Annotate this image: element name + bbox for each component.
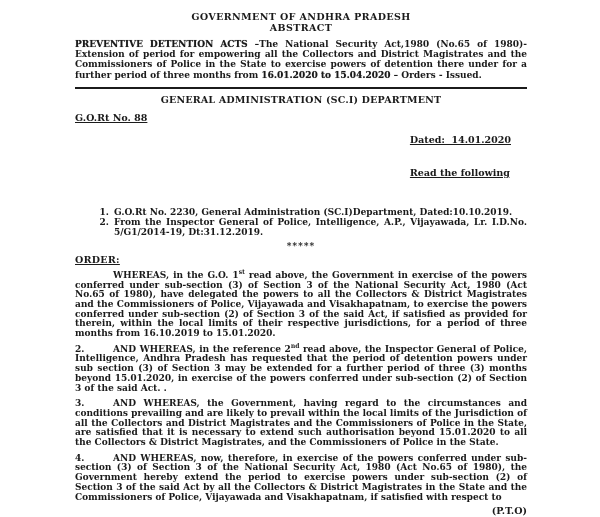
pto-note: (P.T.O): [491, 506, 527, 517]
order-heading: ORDER:: [75, 254, 120, 266]
reference-item: 2. From the Inspector General of Police, Intelligence, A.P., Vijayawada, Lr. I.D.No. 5/G1/2014-19, Dt:31.12.2019.: [112, 218, 527, 238]
paragraph-text: WHEREAS, in the G.O. 1: [113, 270, 239, 281]
paragraph-number: 3.: [75, 399, 85, 410]
paragraph-text: AND WHEREAS, now, therefore, in exercise of the powers conferred under sub-section (3) of Section 3 of the National Security Act, 1980 (Act No.65 of 1980), the Government hereby extend the period to exercise powers under sub-section (2) of Section 3 of the said Act by all the Collectors & District Magistrates in the State and the Commissioners of Police, Vijayawada and Visakhapatnam, if satisfied with respect to: [75, 453, 527, 503]
order-paragraph-2: [75, 342, 527, 395]
order-paragraph-3: [75, 400, 527, 449]
reference-list: [75, 208, 527, 238]
dated-label: Dated: 14.01.2020: [409, 134, 511, 146]
abstract-paragraph: [75, 40, 527, 81]
order-paragraph-4: [75, 455, 527, 504]
paragraph-text: read above, the Inspector General of Police, Intelligence, Andhra Pradesh has requested that the period of detention powers under sub section (3) of Section 3 may be extended for a further period of three (3) months beyond 15.01.2020, in exercise of the powers conferred under sub-section (2) of Section 3 of the said Act. .: [75, 344, 527, 394]
abstract-subject: PREVENTIVE DETENTION ACTS: [75, 40, 248, 50]
read-the-following-label: Read the following: [409, 167, 510, 179]
separator-stars: *****: [286, 241, 316, 252]
order-meta-row: [75, 113, 527, 201]
paragraph-number: 2.: [75, 344, 85, 355]
order-paragraph-1: [75, 268, 527, 340]
paragraph-number: 4.: [75, 453, 85, 464]
dated-block: [410, 113, 511, 201]
document-subtitle: ABSTRACT: [269, 23, 333, 34]
paragraph-text: AND WHEREAS, the Government, having regard to the circumstances and conditions prevailing and are likely to prevail within the local limits of the Jurisdiction of all the Collectors and District Magistrates and the Commissioners of Police in the State, are satisfied that it is necessary to extend such authorisation beyond 15.01.2020 to all the Collectors & District Magistrates, and the Commissioners of Police in the State.: [75, 399, 527, 449]
paragraph-text: AND WHEREAS, in the reference 2: [113, 344, 291, 355]
divider-rule: [75, 87, 527, 89]
reference-item: 1. G.O.Rt No. 2230, General Administration (SC.I)Department, Dated:10.10.2019.: [112, 208, 527, 218]
go-number: G.O.Rt No. 88: [75, 112, 148, 124]
abstract-date-range: 16.01.2020 to 15.04.2020: [261, 70, 391, 81]
ordinal-superscript: nd: [290, 342, 300, 350]
abstract-body: –The National Security Act,1980 (No.65 of 1980)- Extension of period for empowering all the Collectors and District Magistrates and the Commissioners of Police in the State to exercise powers of detention there under for a further period of three months from: [75, 40, 527, 81]
ordinal-superscript: st: [238, 268, 245, 276]
document-title: GOVERNMENT OF ANDHRA PRADESH: [191, 12, 411, 23]
abstract-tail: – Orders - Issued.: [390, 70, 482, 81]
paragraph-text: read above, the Government in exercise of the powers conferred under sub-section (3) of Section 3 of the National Security Act, 1980 (Act No.65 of 1980), have delegated the powers to all the Collectors & District Magistrates and the Commissioners of Police, Vijayawada and Visakhapatnam, to exercise the powers conferred under sub-section (2) of Section 3 of the said Act, if satisfied as provided for therein, within the local limits of their respective jurisdictions, for a period of three months from 16.10.2019 to 15.01.2020.: [75, 270, 527, 340]
department-heading: GENERAL ADMINISTRATION (SC.I) DEPARTMENT: [160, 94, 442, 106]
